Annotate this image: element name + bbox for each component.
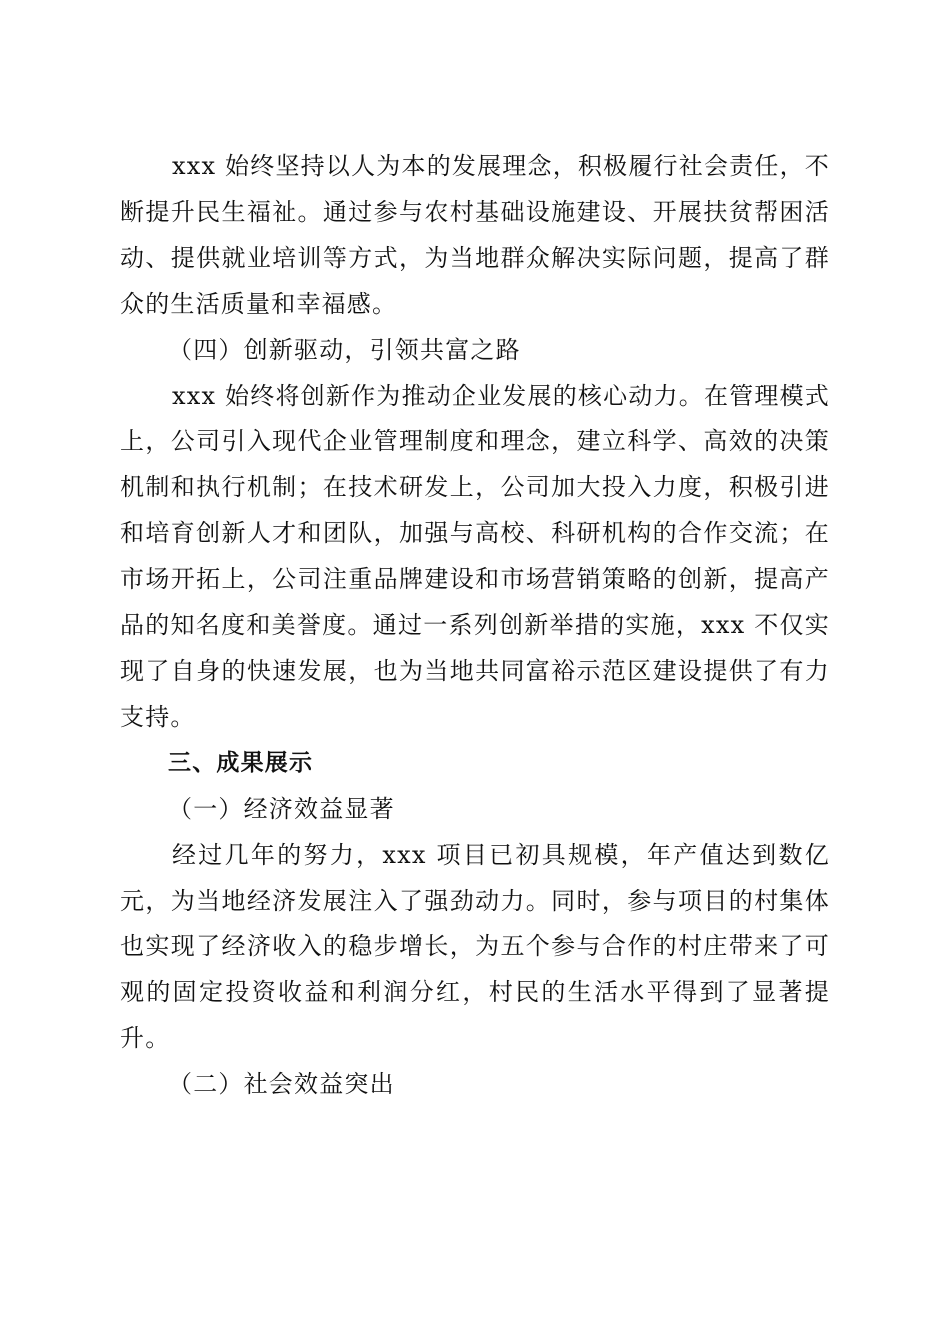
paragraph-social-responsibility: xxx 始终坚持以人为本的发展理念，积极履行社会责任，不断提升民生福祉。通过参与农村基础设施建设、开展扶贫帮困活动、提供就业培训等方式，为当地群众解决实际问题，提高了群众的生活质量和幸福感。	[120, 152, 830, 318]
document-body	[120, 144, 830, 1108]
paragraph-innovation: xxx 始终将创新作为推动企业发展的核心动力。在管理模式上，公司引入现代企业管理制度和理念，建立科学、高效的决策机制和执行机制；在技术研发上，公司加大投入力度，积极引进和培育创新人才和团队，加强与高校、科研机构的合作交流；在市场开拓上，公司注重品牌建设和市场营销策略的创新，提高产品的知名度和美誉度。通过一系列创新举措的实施，xxx 不仅实现了自身的快速发展，也为当地共同富裕示范区建设提供了有力支持。	[120, 381, 830, 731]
section-heading-social-benefits: （二）社会效益突出	[168, 1070, 395, 1099]
paragraph-economic-benefits: 经过几年的努力，xxx 项目已初具规模，年产值达到数亿元，为当地经济发展注入了强劲动力。同时，参与项目的村集体也实现了经济收入的稳步增长，为五个参与合作的村庄带来了可观的固定投资收益和利润分红，村民的生活水平得到了显著提升。	[120, 840, 830, 1053]
chapter-heading-results: 三、成果展示	[168, 749, 314, 776]
section-heading-economic-benefits: （一）经济效益显著	[168, 794, 395, 823]
section-heading-innovation: （四）创新驱动，引领共富之路	[168, 335, 521, 364]
